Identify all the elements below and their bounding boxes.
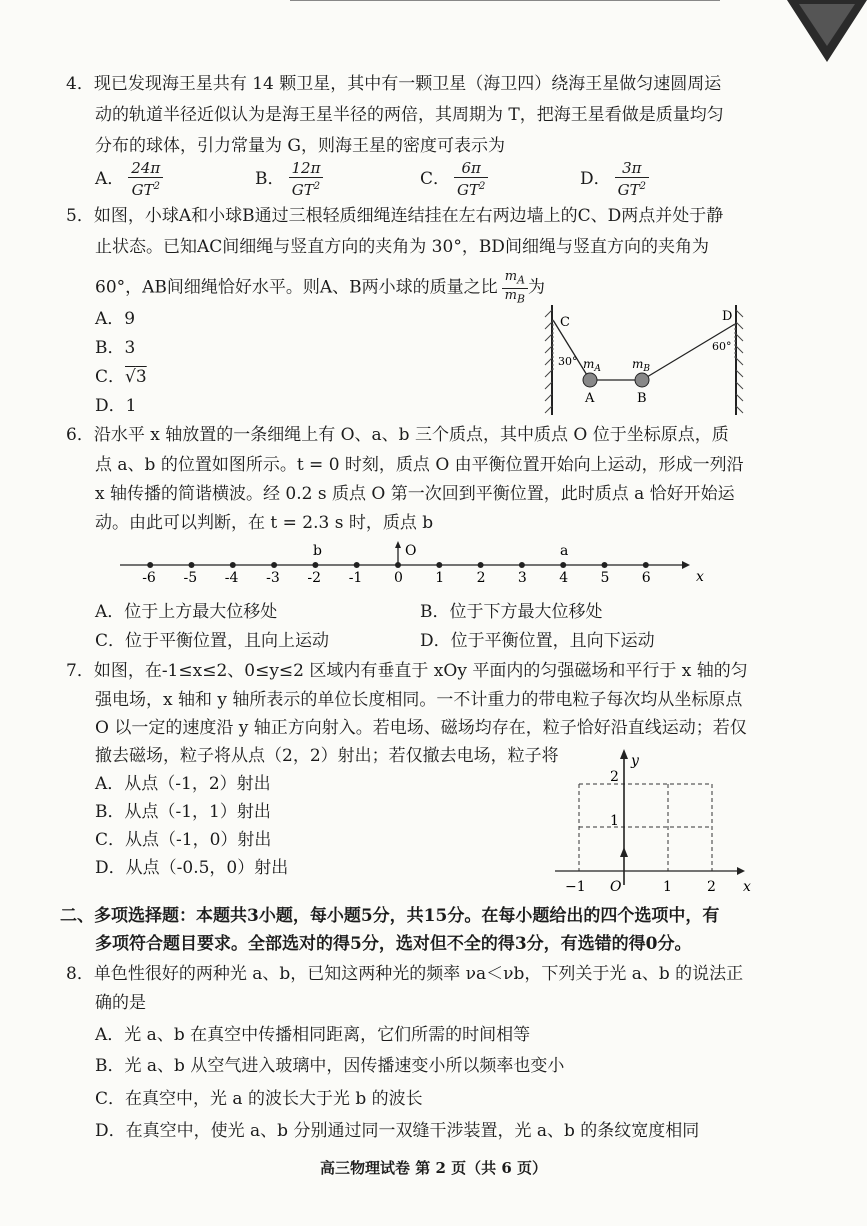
axis-tick-label: 2	[476, 570, 486, 586]
mass-ratio: $\frac{m_A}{m_B}$	[502, 270, 528, 306]
q8-line-2: 确的是	[95, 993, 146, 1013]
q7-x-tick-2: 2	[707, 879, 716, 895]
q8-option-a: A．光 a、b 在真空中传播相同距离，它们所需的时间相等	[95, 1025, 531, 1045]
axis-tick-label: -6	[142, 570, 156, 586]
q6-option-b: B．位于下方最大位移处	[420, 602, 603, 622]
section2-line-2: 多项符合题目要求。全部选对的得5分，选对但不全的得3分，有选错的得0分。	[95, 934, 692, 954]
q6-option-a: A．位于上方最大位移处	[95, 602, 278, 622]
q7-option-b: B．从点（-1，1）射出	[95, 802, 271, 822]
axis-tick-label: -5	[183, 570, 198, 586]
page-footer: 高三物理试卷 第 2 页（共 6 页）	[320, 1159, 547, 1177]
q5-option-b: B．3	[95, 338, 136, 358]
q5-option-d: D．1	[95, 396, 137, 416]
axis-tick-label: -3	[266, 570, 280, 586]
q6-line-3: x 轴传播的简谐横波。经 0.2 s 质点 O 第一次回到平衡位置，此时质点 a 恰好开始运	[95, 484, 735, 504]
point-o-label: O	[405, 543, 417, 559]
q8-option-b: B．光 a、b 从空气进入玻璃中，因传播速变小所以频率也变小	[95, 1056, 565, 1076]
label-c: C	[560, 315, 570, 330]
q6-option-d: D．位于平衡位置，且向下运动	[420, 631, 655, 651]
q7-x-label: x	[743, 879, 751, 895]
label-mb: $m_B$	[632, 357, 651, 374]
axis-dot	[147, 562, 153, 568]
axis-dot	[189, 562, 195, 568]
q7-line-2: 强电场，x 轴和 y 轴所表示的单位长度相同。一不计重力的带电粒子每次均从坐标原点	[95, 690, 743, 710]
q8-option-d: D．在真空中，使光 a、b 分别通过同一双缝干涉装置，光 a、b 的条纹宽度相同	[95, 1121, 700, 1141]
q6-line-4: 动。由此可以判断，在 t = 2.3 s 时，质点 b	[95, 513, 434, 533]
q6-option-c: C．位于平衡位置，且向上运动	[95, 631, 330, 651]
axis-dot	[230, 562, 236, 568]
q7-line-4: 撤去磁场，粒子将从点（2，2）射出；若仅撤去电场，粒子将	[95, 746, 559, 766]
axis-dot	[354, 562, 360, 568]
q5-option-c: C．√3	[95, 367, 147, 387]
axis-tick-label: 6	[641, 570, 651, 586]
q4-line-1: 4．现已发现海王星共有 14 颗卫星，其中有一颗卫星（海卫四）绕海王星做匀速圆周运	[66, 74, 722, 94]
axis-tick-label: 1	[435, 570, 445, 586]
q4-option-c: C． $\frac{6\pi}{GT^2}$	[420, 160, 488, 199]
q7-origin-label: O	[610, 879, 622, 895]
label-b: B	[637, 391, 647, 406]
q7-line-1: 7．如图，在-1≤x≤2、0≤y≤2 区域内有垂直于 xOy 平面内的匀强磁场和平行于 x 轴的匀	[66, 661, 748, 681]
axis-tick-label: 3	[517, 570, 527, 586]
q7-x-tick-1: 1	[663, 879, 672, 895]
label-d: D	[722, 309, 733, 324]
q4-option-a: A． $\frac{24\pi}{GT^2}$	[95, 160, 163, 199]
label-angle-30: 30°	[558, 355, 578, 368]
label-ma: $m_A$	[583, 357, 601, 374]
axis-dot	[602, 562, 608, 568]
axis-dot	[271, 562, 277, 568]
axis-tick-label: -4	[224, 570, 239, 586]
axis-x-label: x	[696, 569, 704, 585]
q6-line-2: 点 a、b 的位置如图所示。t = 0 时刻，质点 O 由平衡位置开始向上运动，形成一列沿	[95, 455, 744, 475]
q6-line-1: 6．沿水平 x 轴放置的一条细绳上有 O、a、b 三个质点，其中质点 O 位于坐标原点，质	[66, 425, 729, 445]
point-a-label: a	[560, 543, 569, 559]
axis-dot	[560, 562, 566, 568]
q7-line-3: O 以一定的速度沿 y 轴正方向射入。若电场、磁场均存在，粒子恰好沿直线运动；若仅	[95, 718, 747, 738]
q5-option-a: A．9	[95, 309, 136, 329]
point-b-label: b	[313, 543, 322, 559]
q5-line-1: 5．如图，小球A和小球B通过三根轻质细绳连结挂在左右两边墙上的C、D两点并处于静	[66, 206, 724, 226]
label-a: A	[585, 391, 595, 406]
axis-tick-label: 5	[600, 570, 610, 586]
axis-dot	[312, 562, 318, 568]
q8-option-c: C．在真空中，光 a 的波长大于光 b 的波长	[95, 1089, 423, 1109]
q5-figure	[540, 300, 750, 418]
q8-line-1: 8．单色性很好的两种光 a、b，已知这两种光的频率 νa＜νb，下列关于光 a、b 的说法正	[66, 964, 744, 984]
axis-dot	[519, 562, 525, 568]
q4-option-b: B． $\frac{12\pi}{GT^2}$	[255, 160, 323, 199]
q7-y-tick-1: 1	[610, 813, 619, 829]
q4-line-2: 动的轨道半径近似认为是海王星半径的两倍，其周期为 T，把海王星看做是质量均匀	[95, 105, 724, 125]
axis-tick-label: 4	[559, 570, 569, 586]
axis-dot	[436, 562, 442, 568]
section2-line-1: 二、多项选择题：本题共3小题，每小题5分，共15分。在每小题给出的四个选项中，有	[60, 906, 720, 926]
q7-option-d: D．从点（-0.5，0）射出	[95, 858, 289, 878]
q7-figure	[555, 745, 765, 895]
q7-x-tick-m1: −1	[565, 879, 586, 895]
q7-option-c: C．从点（-1，0）射出	[95, 830, 272, 850]
q7-y-tick-2: 2	[610, 769, 619, 785]
corner-mark-icon	[787, 0, 867, 62]
axis-tick-label: 0	[394, 570, 403, 586]
q7-option-a: A．从点（-1，2）射出	[95, 774, 271, 794]
q4-line-3: 分布的球体，引力常量为 G，则海王星的密度可表示为	[95, 136, 505, 156]
label-angle-60: 60°	[712, 340, 732, 353]
top-rule	[290, 0, 720, 4]
q5-line-2: 止状态。已知AC间细绳与竖直方向的夹角为 30°，BD间细绳与竖直方向的夹角为	[95, 237, 709, 257]
q5-line-3: 60°，AB间细绳恰好水平。则A、B两小球的质量之比 $\frac{m_A}{m_B}$ 为	[95, 269, 545, 306]
q4-option-d: D． $\frac{3\pi}{GT^2}$	[580, 160, 649, 199]
axis-dot	[478, 562, 484, 568]
axis-tick-label: -1	[348, 570, 363, 586]
q6-axis-figure	[110, 538, 710, 590]
q7-y-label: y	[631, 753, 639, 769]
axis-dot	[643, 562, 649, 568]
axis-tick-label: -2	[307, 570, 322, 586]
